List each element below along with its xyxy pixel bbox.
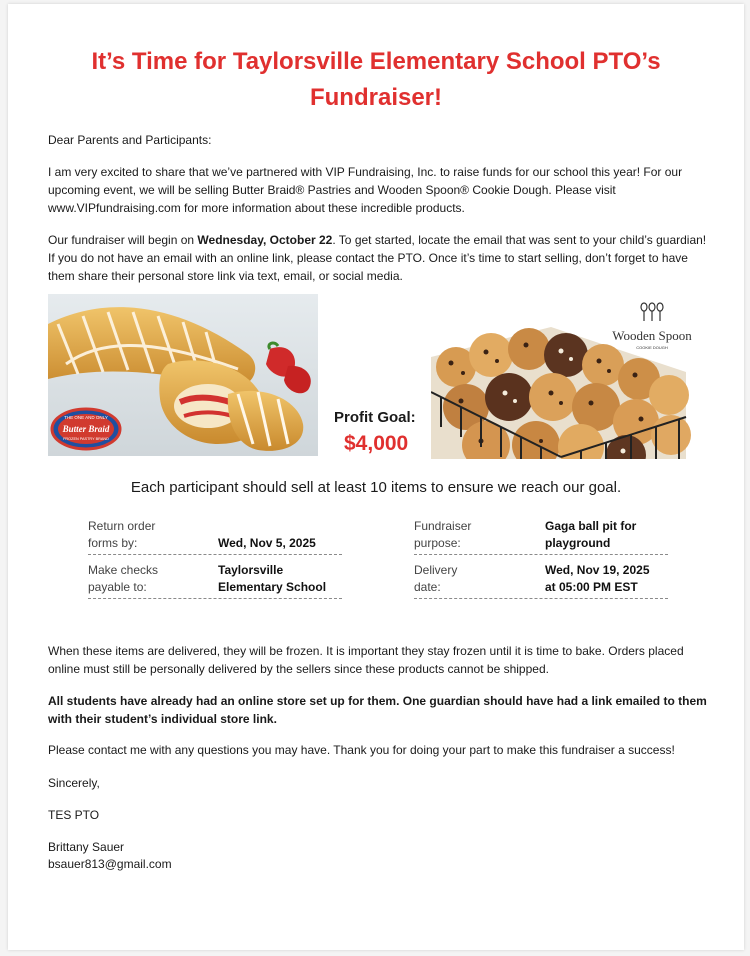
purpose-label-1: Fundraiser — [414, 519, 472, 533]
title-line-1: It’s Time for Taylorsville Elementary School PTO’s — [91, 48, 661, 75]
return-forms-value: Wed, Nov 5, 2025 — [218, 536, 316, 550]
participant-goal-text: Each participant should sell at least 10 items to ensure we reach our goal. — [130, 479, 622, 496]
delivery-label — [414, 562, 457, 596]
start-paragraph — [48, 231, 708, 285]
butter-braid-logo-text: Butter Braid — [62, 424, 110, 434]
start-text-pre: Our fundraiser will begin on — [48, 233, 198, 247]
delivery-underline — [414, 598, 668, 599]
contact-paragraph: Please contact me with any questions you may have. Thank you for doing your part to make this fundraiser a success! — [48, 743, 675, 757]
profit-goal-value: $4,000 — [344, 432, 409, 455]
organization-name: TES PTO — [48, 808, 100, 822]
purpose-value-2: playground — [545, 536, 611, 550]
checks-value-1: Taylorsville — [218, 563, 284, 577]
page-title — [48, 44, 704, 116]
delivery-value-1: Wed, Nov 19, 2025 — [545, 563, 650, 577]
start-date: Wednesday, October 22 — [197, 233, 333, 247]
return-forms-label-1: Return order — [88, 519, 156, 533]
checks-label-1: Make checks — [88, 563, 159, 577]
delivery-label-1: Delivery — [414, 563, 458, 577]
checks-underline — [88, 598, 342, 599]
purpose-label — [414, 518, 471, 552]
purpose-value — [545, 518, 636, 552]
start-text-post: . To get started, locate the email that was sent to your child’s guardian! If you do not have an email with an online link, please contact the PTO. Once it’s time to start selling, don’t forget to have them share their personal store link via text, email, or social media. — [48, 233, 707, 283]
flyer-page — [8, 4, 744, 950]
intro-paragraph: I am very excited to share that we’ve partnered with VIP Fundraising, Inc. to raise funds for our school this year! For our upcoming event, we will be selling Butter Braid® Pastries and Wooden Spoon® Cookie Dough. Please visit www.VIPfundraising.com for more information about these incredible products. — [48, 165, 683, 215]
signer-email[interactable]: bsauer813@gmail.com — [48, 857, 172, 871]
return-forms-underline — [88, 554, 342, 555]
wooden-spoon-logo-text: Wooden Spoon — [612, 328, 692, 343]
wooden-spoon-logo-sub: COOKIE DOUGH — [636, 345, 668, 350]
butter-braid-logo-bottom: FROZEN PASTRY BRAND — [63, 437, 109, 441]
purpose-value-1: Gaga ball pit for — [545, 519, 637, 533]
checks-label — [88, 562, 158, 596]
checks-value — [218, 562, 326, 596]
butter-braid-logo-top: THE ONE AND ONLY — [64, 415, 108, 420]
signer-name: Brittany Sauer — [48, 840, 125, 854]
wooden-spoon-cookies-image — [431, 297, 701, 459]
butter-braid-pastry-image — [48, 294, 318, 456]
checks-value-2: Elementary School — [218, 580, 327, 594]
frozen-paragraph: When these items are delivered, they will be frozen. It is important they stay frozen until it is time to bake. Orders placed online must still be personally delivered by the sellers since these products cannot be shipped. — [48, 644, 684, 676]
delivery-value — [545, 562, 650, 596]
title-line-2: Fundraiser! — [309, 84, 443, 111]
delivery-label-2: date: — [414, 580, 441, 594]
return-forms-label-2: forms by: — [88, 536, 138, 550]
online-store-paragraph: All students have already had an online store set up for them. One guardian should have had a link emailed to them with their student’s individual store link. — [48, 694, 707, 726]
checks-label-2: payable to: — [88, 580, 147, 594]
butter-braid-logo — [52, 409, 120, 449]
purpose-label-2: purpose: — [414, 536, 461, 550]
delivery-value-2: at 05:00 PM EST — [545, 580, 638, 594]
closing: Sincerely, — [48, 776, 100, 790]
profit-goal-label: Profit Goal: — [334, 409, 416, 426]
greeting: Dear Parents and Participants: — [48, 133, 212, 147]
purpose-underline — [414, 554, 668, 555]
return-forms-label — [88, 518, 155, 552]
